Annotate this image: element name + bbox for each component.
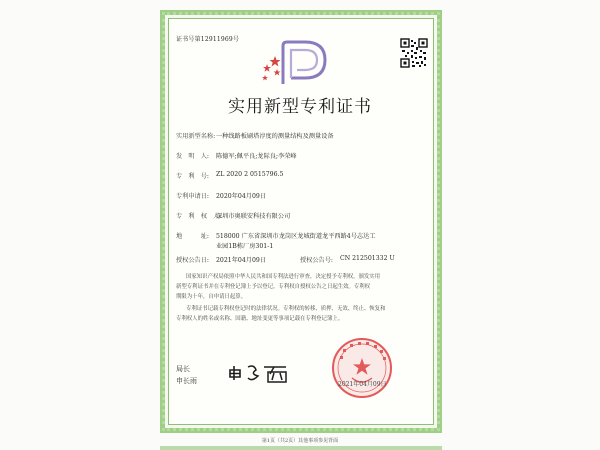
row-value-inventor: 陈德军;佩平良;龙际良;李荣峰 (216, 153, 297, 160)
paragraph-2-line-1: 专利证书记载专利权登记时的法律状况。专利权的转移、质押、无效、终止、恢复和 (186, 306, 386, 312)
cnipa-logo-icon (255, 38, 345, 86)
row-value-address: 518000 广东省深圳市龙岗区龙城街道龙平西路4号志达工 (216, 233, 376, 240)
row-label-grant-number: 授权公告号: (300, 257, 334, 264)
row-label-grant-date: 授权公告日: (176, 257, 210, 264)
paragraph-1-line-2: 新型专利证书并在专利登记簿上予以登记。专利权自授权公告之日起生效。专利权 (176, 284, 371, 290)
row-value-grant-number: CN 212501332 U (340, 255, 395, 262)
row-value-grant-date: 2021年04月09日 (216, 257, 267, 264)
certificate-number: 证书号第12911969号 (176, 36, 240, 43)
row-value-filing-date: 2020年04月09日 (216, 193, 267, 200)
director-label: 局长 (176, 365, 190, 373)
seal-date: 2021年04月09日 (338, 381, 387, 388)
paragraph-1-line-3: 期限为十年，自申请日起算。 (176, 294, 247, 300)
director-name: 申长雨 (176, 377, 197, 385)
row-value-patent-number: ZL 2020 2 0515796.5 (216, 171, 284, 178)
page-footer: 第1页（共2页）其他事项参见背面 (261, 438, 339, 444)
certificate-title: 实用新型专利证书 (228, 97, 372, 117)
paragraph-2-line-2: 专利权人的姓名或名称、国籍、地址变更等事项记载在专利登记簿上。 (176, 316, 344, 322)
row-value-utility-name: 一种线路板刷塔淳度的测量结构及测量设备 (216, 133, 334, 140)
row-label-utility-name: 实用新型名称: (176, 133, 216, 140)
row-label-patentee: 专 利 权 人: (176, 213, 222, 220)
signature-image (228, 362, 294, 384)
row-value-patentee: 深圳市奥联安科技有限公司 (216, 213, 291, 220)
row-label-filing-date: 专利申请日: (176, 193, 210, 200)
row-value-address-line2: 业园1B栋厂房301-1 (216, 243, 274, 250)
row-label-patent-number: 专 利 号: (176, 173, 210, 180)
row-label-inventor: 发 明 人: (176, 153, 210, 160)
qr-code-icon (400, 38, 428, 68)
bottom-border-strip (160, 446, 442, 450)
official-seal-icon (330, 336, 394, 400)
paragraph-1-line-1: 国家知识产权局依照中华人民共和国专利法进行审查，决定授予专利权，颁发实用 (186, 274, 381, 280)
row-label-address: 地 址: (176, 233, 210, 240)
